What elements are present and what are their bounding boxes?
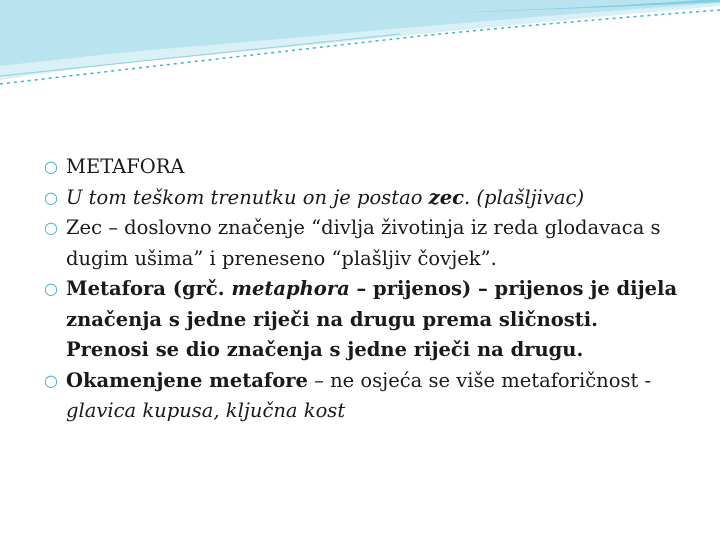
hollow-bullet-icon: ○ bbox=[44, 157, 58, 176]
bullet-text: Metafora (grč. bbox=[66, 277, 232, 300]
hollow-bullet-icon: ○ bbox=[44, 370, 58, 390]
bullet-text: – prijenos) – prijenos je dijela značenja s jedne riječi na drugu prema sličnosti. Prenosi se dio značenja s jedne riječi na drugu. bbox=[66, 277, 678, 361]
bullet-text: – ne osjeća se više metaforičnost - bbox=[307, 368, 652, 392]
header-wave-decoration bbox=[0, 0, 720, 90]
bullet-text: METAFORA bbox=[66, 155, 185, 178]
bullet-list bbox=[44, 152, 684, 427]
hollow-bullet-icon: ○ bbox=[44, 279, 58, 298]
bullet-okamenjene bbox=[44, 366, 684, 427]
bullet-example bbox=[44, 183, 684, 214]
bullet-definition bbox=[44, 274, 684, 366]
bullet-text: . (plašljivac) bbox=[464, 185, 585, 209]
bullet-text: Zec – doslovno značenje “divlja životinja iz reda glodavaca s dugim ušima” i preneseno “plašljiv čovjek”. bbox=[66, 216, 661, 270]
hollow-bullet-icon: ○ bbox=[44, 218, 58, 237]
bullet-emphasis: metaphora bbox=[231, 277, 350, 300]
bullet-text: U tom teškom trenutku on je postao bbox=[66, 185, 429, 209]
bullet-metafora bbox=[44, 152, 684, 183]
bullet-example-text: glavica kupusa, ključna kost bbox=[66, 399, 346, 422]
hollow-bullet-icon: ○ bbox=[44, 187, 58, 207]
bullet-emphasis: Okamenjene metafore bbox=[66, 368, 308, 392]
bullet-zec bbox=[44, 213, 684, 274]
bullet-emphasis: zec bbox=[428, 185, 465, 209]
